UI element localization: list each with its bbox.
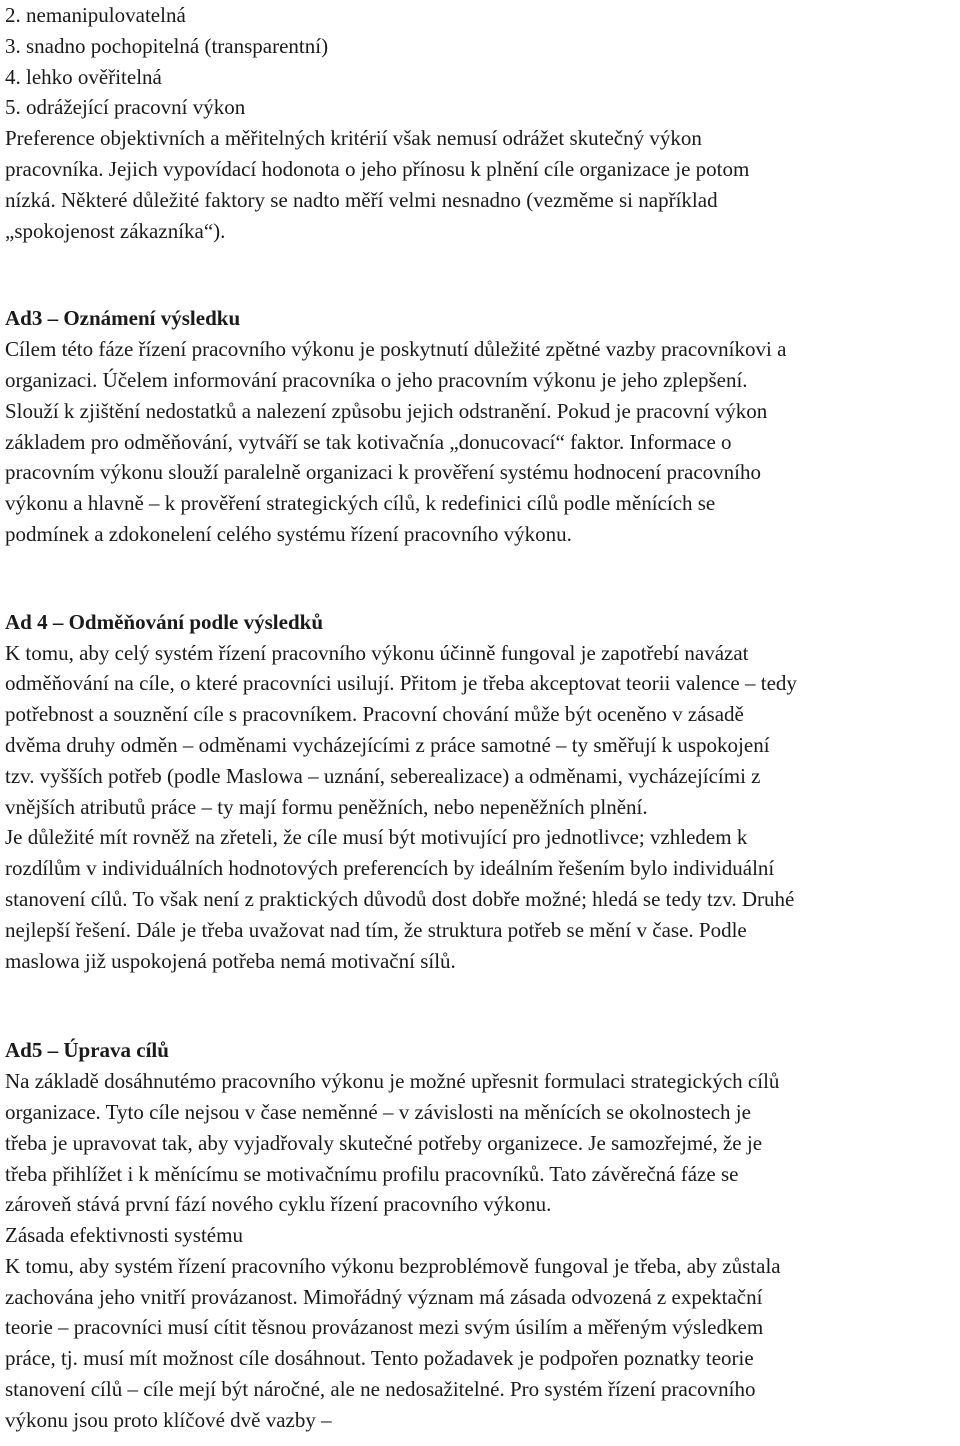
section-heading: Ad3 – Oznámení výsledku xyxy=(5,306,241,331)
paragraph-line: Je důležité mít rovněž na zřeteli, že cíle musí být motivující pro jednotlivce; vzhledem k xyxy=(5,825,748,850)
list-item: 4. lehko ověřitelná xyxy=(5,64,162,89)
paragraph-line: K tomu, aby celý systém řízení pracovního výkonu účinně fungoval je zapotřebí navázat xyxy=(5,640,749,665)
paragraph-line: výkonu jsou proto klíčové dvě vazby – xyxy=(5,1407,332,1432)
paragraph-line: „spokojenost zákazníka“). xyxy=(5,218,226,243)
paragraph-line: nízká. Některé důležité faktory se nadto měří velmi nesnadno (vezměme si například xyxy=(5,187,718,212)
paragraph-line: zároveň stává první fází nového cyklu řízení pracovního výkonu. xyxy=(5,1192,552,1217)
paragraph-line: stanovení cílů – cíle mejí být náročné, ale ne nedosažitelné. Pro systém řízení pracovního xyxy=(5,1377,756,1402)
paragraph-line: stanovení cílů. To však není z praktických důvodů dost dobře možné; hledá se tedy tzv. Druhé xyxy=(5,886,795,911)
paragraph-line: třeba je upravovat tak, aby vyjadřovaly skutečné potřeby organizece. Je samozřejmé, že je xyxy=(5,1130,763,1155)
section-spacer xyxy=(5,976,955,1035)
paragraph-line: potřebnost a souznění cíle s pracovníkem. Pracovní chování může být oceněno v zásadě xyxy=(5,702,744,727)
paragraph-line: třeba přihlížet i k měnícímu se motivačnímu profilu pracovníků. Tato závěrečná fáze se xyxy=(5,1161,739,1186)
paragraph-line: Cílem této fáze řízení pracovního výkonu je poskytnutí důležité zpětné vazby pracovníkovi a xyxy=(5,337,787,362)
paragraph-line: teorie – pracovníci musí cítit těsnou provázanost mezi svým úsilím a měřeným výsledkem xyxy=(5,1315,764,1340)
intro-paragraph xyxy=(5,123,955,246)
paragraph-line: zachována jeho vnitří provázanost. Mimořádný význam má zásada odvozená z expektační xyxy=(5,1284,763,1309)
intro-list xyxy=(5,0,955,123)
paragraph-line: pracovním výkonu slouží paralelně organizaci k prověření systému hodnocení pracovního xyxy=(5,460,761,485)
paragraph-line: rozdílům v individuálních hodnotových preferencích by ideálním řešením bylo individuální xyxy=(5,856,775,881)
paragraph-line: základem pro odměňování, vytváří se tak kotivačnía „donucovací“ faktor. Informace o xyxy=(5,429,732,454)
paragraph-line: Slouží k zjištění nedostatků a nalezení způsobu jejich odstranění. Pokud je pracovní výkon xyxy=(5,398,768,423)
paragraph-line: podmínek a zdokonelení celého systému řízení pracovního výkonu. xyxy=(5,521,572,546)
section-spacer xyxy=(5,246,955,303)
list-item: 5. odrážející pracovní výkon xyxy=(5,95,246,120)
paragraph-line: Preference objektivních a měřitelných kritérií však nemusí odrážet skutečný výkon xyxy=(5,126,702,151)
section-ad3 xyxy=(5,303,955,549)
paragraph-line: K tomu, aby systém řízení pracovního výkonu bezproblémově fungoval je třeba, aby zůstala xyxy=(5,1253,781,1278)
section-heading: Ad5 – Úprava cílů xyxy=(5,1038,169,1063)
paragraph-line: organizaci. Účelem informování pracovníka o jeho pracovním výkonu je jeho zplepšení. xyxy=(5,367,748,392)
section-ad4 xyxy=(5,607,955,977)
list-item: 2. nemanipulovatelná xyxy=(5,3,186,27)
paragraph-line: tzv. vyšších potřeb (podle Maslowa – uznání, seberealizace) a odměnami, vycházejícími z xyxy=(5,763,761,788)
section-spacer xyxy=(5,550,955,607)
paragraph-line: Na základě dosáhnutémo pracovního výkonu je možné upřesnit formulaci strategických cílů xyxy=(5,1069,780,1094)
paragraph-line: výkonu a hlavně – k prověření strategických cílů, k redefinici cílů podle měnících se xyxy=(5,491,716,516)
section-heading: Ad 4 – Odměňování podle výsledků xyxy=(5,609,323,634)
paragraph-line: odměňování na cíle, o které pracovníci usilují. Přitom je třeba akceptovat teorii valence – tedy xyxy=(5,671,797,696)
paragraph-line: dvěma druhy odměn – odměnami vycházejícími z práce samotné – ty směřují k uspokojení xyxy=(5,732,770,757)
list-item: 3. snadno pochopitelná (transparentní) xyxy=(5,33,329,58)
subheading-line: Zásada efektivnosti systému xyxy=(5,1223,243,1248)
document-page xyxy=(5,0,955,1436)
paragraph-line: vnějších atributů práce – ty mají formu peněžních, nebo nepeněžních plnění. xyxy=(5,794,648,819)
paragraph-line: práce, tj. musí mít možnost cíle dosáhnout. Tento požadavek je podpořen poznatky teorie xyxy=(5,1346,754,1371)
paragraph-line: nejlepší řešení. Dále je třeba uvažovat nad tím, že struktura potřeb se mění v čase. Podle xyxy=(5,917,747,942)
section-ad5 xyxy=(5,1035,955,1435)
paragraph-line: organizace. Tyto cíle nejsou v čase neměnné – v závislosti na měnících se okolnostech je xyxy=(5,1099,751,1124)
paragraph-line: maslowa již uspokojená potřeba nemá motivační sílů. xyxy=(5,948,456,973)
paragraph-line: pracovníka. Jejich vypovídací hodonota o jeho přínosu k plnění cíle organizace je potom xyxy=(5,156,750,181)
